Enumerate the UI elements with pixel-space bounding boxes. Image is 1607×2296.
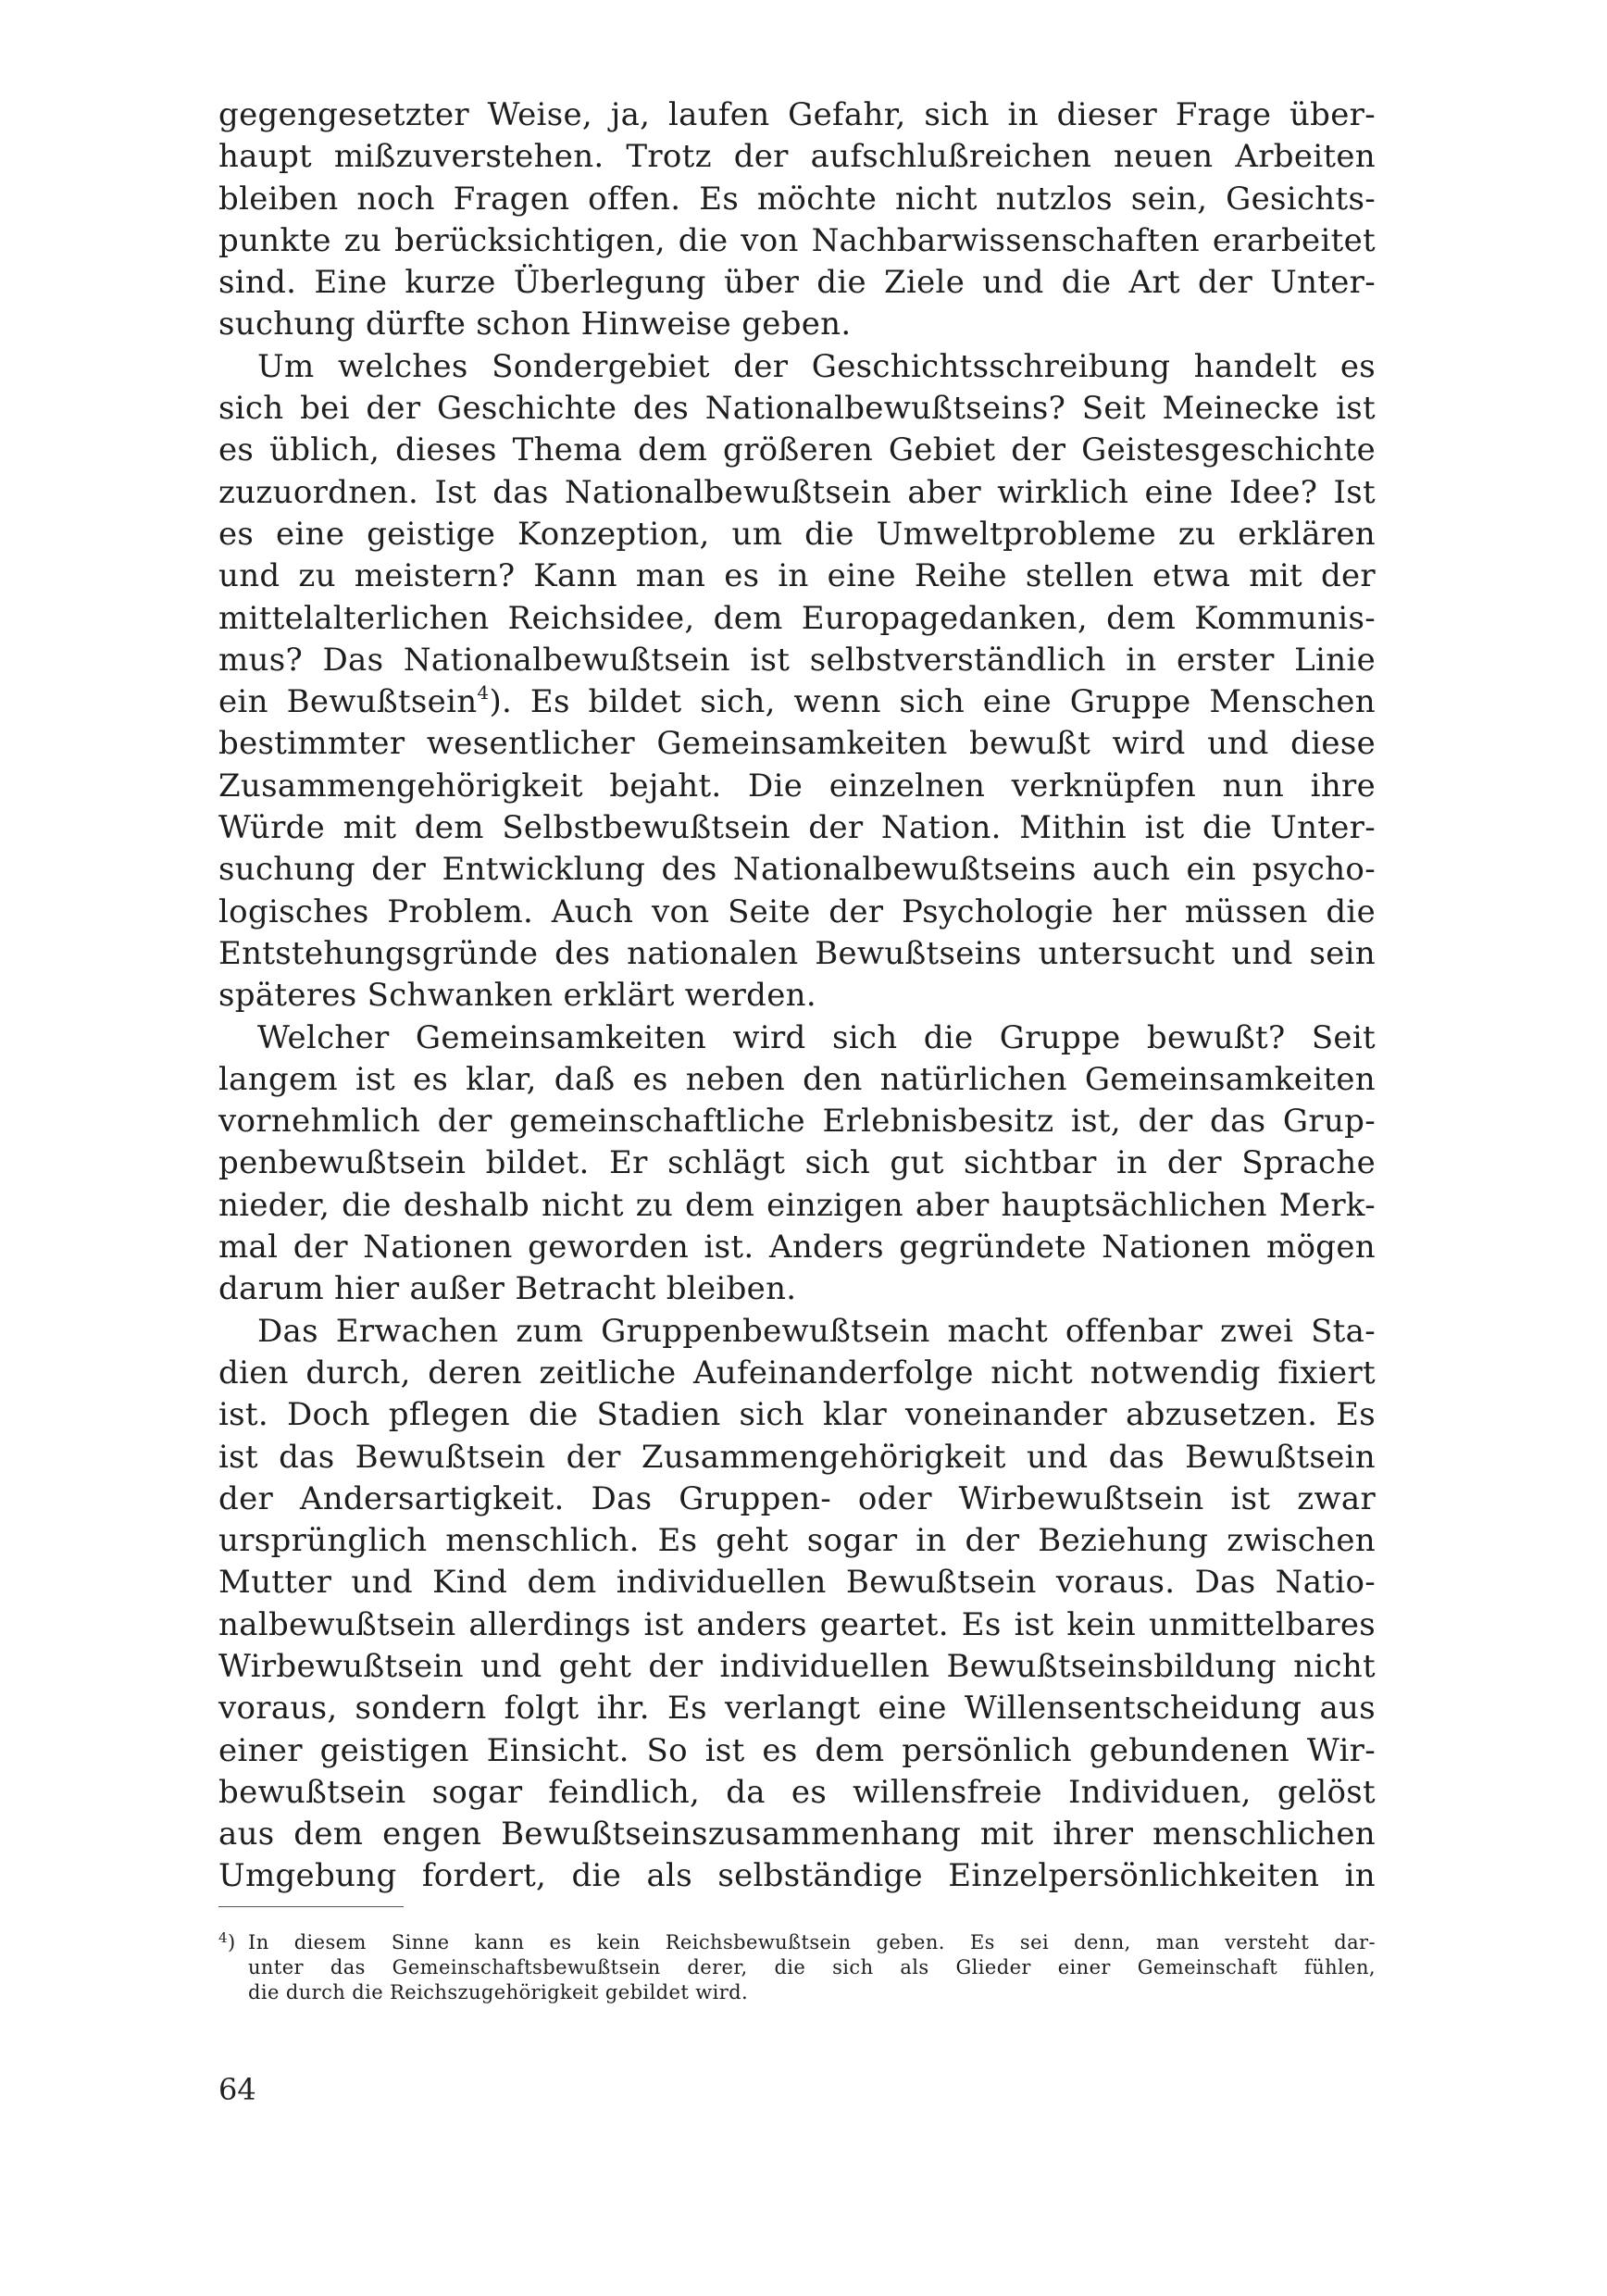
text-line: logisches Problem. Auch von Seite der Psychologie her müssen die: [218, 892, 1376, 930]
footnote-text: In diesem Sinne kann es kein Reichsbewußtsein geben. Es sei denn, man versteht dar-: [248, 1931, 1376, 1953]
text-line: einer geistigen Einsicht. So ist es dem persönlich gebundenen Wir-: [218, 1731, 1376, 1769]
text-line: es üblich, dieses Thema dem größeren Gebiet der Geistesgeschichte: [218, 431, 1376, 469]
text-line: Mutter und Kind dem individuellen Bewußtsein voraus. Das Natio-: [218, 1564, 1376, 1602]
text-line: suchung der Entwicklung des Nationalbewußtseins auch ein psycho-: [218, 851, 1376, 889]
text-line: Umgebung fordert, die als selbständige Einzelpersönlichkeiten in: [218, 1857, 1376, 1895]
text-line: voraus, sondern folgt ihr. Es verlangt eine Willensentscheidung aus: [218, 1690, 1376, 1728]
text-line: Würde mit dem Selbstbewußtsein der Nation. Mithin ist die Unter-: [218, 809, 1376, 847]
text-line: vornehmlich der gemeinschaftliche Erlebnisbesitz ist, der das Grup-: [218, 1103, 1376, 1141]
text-line-with-footnote-ref: [218, 681, 1376, 723]
text-line: Zusammengehörigkeit bejaht. Die einzelnen verknüpfen nun ihre: [218, 767, 1376, 805]
text-line: ist. Doch pflegen die Stadien sich klar voneinander abzusetzen. Es: [218, 1396, 1376, 1434]
text-line: bewußtsein sogar feindlich, da es willensfreie Individuen, gelöst: [218, 1773, 1376, 1811]
text-line: Um welches Sondergebiet der Geschichtsschreibung handelt es: [257, 347, 1376, 385]
text-line: sich bei der Geschichte des Nationalbewußtseins? Seit Meinecke ist: [218, 390, 1376, 428]
footnote-line: die durch die Reichszugehörigkeit gebildet wird.: [248, 1981, 749, 2003]
body-text: [218, 94, 1376, 1898]
text-line: suchung dürfte schon Hinweise geben.: [218, 306, 852, 343]
text-line: der Andersartigkeit. Das Gruppen- oder Wirbewußtsein ist zwar: [218, 1479, 1376, 1517]
text-line: späteres Schwanken erklärt werden.: [218, 977, 816, 1015]
footnote-marker: [218, 1930, 248, 1955]
text-line: es eine geistige Konzeption, um die Umweltprobleme zu erklären: [218, 515, 1376, 553]
page-number: 64: [218, 2072, 256, 2107]
text-line: Das Erwachen zum Gruppenbewußtsein macht offenbar zwei Sta-: [257, 1312, 1376, 1350]
text-line: ist das Bewußtsein der Zusammengehörigkeit und das Bewußtsein: [218, 1438, 1376, 1476]
footnote-marker-number: 4: [218, 1929, 228, 1946]
text-line: bestimmter wesentlicher Gemeinsamkeiten bewußt wird und diese: [218, 725, 1376, 763]
text-line: bleiben noch Fragen offen. Es möchte nicht nutzlos sein, Gesichts-: [218, 180, 1376, 218]
text-line: und zu meistern? Kann man es in eine Reihe stellen etwa mit der: [218, 557, 1376, 595]
footnote-separator: [218, 1906, 404, 1907]
text-line: gegengesetzter Weise, ja, laufen Gefahr, sich in dieser Frage über-: [218, 96, 1376, 133]
text-line: aus dem engen Bewußtseinszusammenhang mit ihrer menschlichen: [218, 1816, 1376, 1853]
text-line: haupt mißzuverstehen. Trotz der aufschlußreichen neuen Arbeiten: [218, 138, 1376, 176]
text-line: punkte zu berücksichtigen, die von Nachbarwissenschaften erarbeitet: [218, 221, 1376, 259]
footnote-line: [218, 1930, 1376, 1955]
text-line: nieder, die deshalb nicht zu dem einzigen aber hauptsächlichen Merk-: [218, 1186, 1376, 1224]
text-line: ursprünglich menschlich. Es geht sogar in der Beziehung zwischen: [218, 1522, 1376, 1560]
text-line: Wirbewußtsein und geht der individuellen Bewußtseinsbildung nicht: [218, 1647, 1376, 1685]
text-line: zuzuordnen. Ist das Nationalbewußtsein aber wirklich eine Idee? Ist: [218, 473, 1376, 511]
text-segment: ein Bewußtsein: [218, 683, 478, 721]
text-line: Welcher Gemeinsamkeiten wird sich die Gruppe bewußt? Seit: [257, 1018, 1376, 1056]
footnote: [218, 1930, 1376, 2005]
text-line: sind. Eine kurze Überlegung über die Ziele und die Art der Unter-: [218, 264, 1376, 302]
text-line: nalbewußtsein allerdings ist anders geartet. Es ist kein unmittelbares: [218, 1605, 1376, 1643]
text-line: Entstehungsgründe des nationalen Bewußtseins untersucht und sein: [218, 934, 1376, 972]
text-line: dien durch, deren zeitliche Aufeinanderfolge nicht notwendig fixiert: [218, 1354, 1376, 1391]
text-line: mus? Das Nationalbewußtsein ist selbstverständlich in erster Linie: [218, 641, 1376, 679]
text-line: mittelalterlichen Reichsidee, dem Europagedanken, dem Kommunis-: [218, 599, 1376, 637]
text-line: penbewußtsein bildet. Er schlägt sich gut sichtbar in der Sprache: [218, 1144, 1376, 1182]
text-line: langem ist es klar, daß es neben den natürlichen Gemeinsamkeiten: [218, 1060, 1376, 1098]
footnote-line: unter das Gemeinschaftsbewußtsein derer, die sich als Glieder einer Gemeinschaft fühlen,: [248, 1956, 1376, 1978]
footnote-reference: 4: [477, 681, 490, 705]
text-line: darum hier außer Betracht bleiben.: [218, 1270, 797, 1308]
text-segment: ). Es bildet sich, wenn sich eine Gruppe Menschen: [489, 683, 1376, 721]
footnote-marker-paren: ): [227, 1931, 236, 1953]
text-line: mal der Nationen geworden ist. Anders gegründete Nationen mögen: [218, 1229, 1376, 1267]
